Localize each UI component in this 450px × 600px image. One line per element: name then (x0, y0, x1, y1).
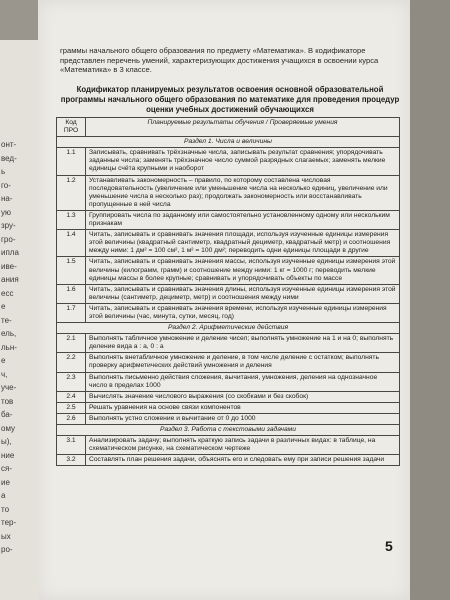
table-row (57, 391, 400, 402)
left-page-text-fragment: зру- (1, 221, 16, 230)
table-row (57, 210, 400, 229)
left-page-text-fragment: на- (1, 194, 13, 203)
row-code: 3.1 (57, 436, 86, 455)
row-text: Группировать числа по заданному или самостоятельно установленному одному или нескольким признакам (86, 210, 400, 229)
left-page-text-fragment: есс (1, 288, 14, 298)
left-page-text-fragment: ую (1, 207, 11, 217)
intro-paragraph: граммы начального общего образования по предмету «Математика». В кодификаторе представлен перечень умений, характеризующих достижения учащихся в освоении курса «Математика» в 3 классе. (60, 46, 379, 75)
table-row (57, 372, 400, 391)
table-row (57, 257, 400, 284)
left-page-text-fragment: гро- (1, 234, 16, 244)
left-page-text-fragment: тер- (1, 518, 17, 527)
row-text: Читать, записывать и сравнивать значения времени, используя изученные единицы измерения этой величины (час, минута, сутки, месяц, год) (86, 303, 400, 322)
table-row (57, 148, 400, 175)
left-page-text-fragment: ь (1, 167, 6, 176)
left-page-text-fragment: онт- (1, 140, 17, 149)
row-code: 1.5 (57, 257, 86, 284)
table-row (57, 455, 400, 466)
table-row (57, 402, 400, 413)
row-code: 1.4 (57, 230, 86, 257)
left-page-text-fragment: вед- (1, 153, 17, 163)
row-code: 2.2 (57, 353, 86, 372)
page-number: 5 (385, 538, 393, 554)
left-page-text-fragment: ых (1, 531, 11, 541)
table-row (57, 334, 400, 353)
section-title: Раздел 2. Арифметические действия (57, 323, 400, 334)
left-page-text-fragment: а (1, 491, 6, 500)
row-text: Выполнять устно сложение и вычитание от 0 до 1000 (86, 413, 400, 424)
left-page-text-fragment: ому (1, 423, 16, 433)
left-page-text-fragment: ания (1, 275, 19, 284)
left-page-text-fragment: тов (1, 396, 14, 406)
codifier-table (56, 117, 400, 466)
row-text: Решать уравнения на основе связи компонентов (86, 402, 400, 413)
left-page-text-fragment: ч, (1, 369, 8, 379)
left-page-text-fragment: те- (1, 315, 12, 325)
book-page (38, 0, 411, 600)
table-row (57, 303, 400, 322)
left-page-text-fragment: иве- (1, 261, 17, 271)
left-page-text-fragment: ро- (1, 545, 13, 554)
row-text: Записывать, сравнивать трёхзначные числа, записывать результат сравнения; упорядочивать заданные числа; заменять трёхзначное число суммой разрядных слагаемых; заменять мелкие единицы счёта крупными и наоборот (86, 148, 400, 175)
row-code: 2.5 (57, 402, 86, 413)
row-text: Выполнять внетабличное умножение и деление, в том числе деление с остатком; выполнять проверку арифметических действий умножения и деления (86, 353, 400, 372)
left-page-text-fragment: го- (1, 180, 11, 190)
left-page-edge (0, 40, 38, 600)
row-text: Вычислять значение числового выражения (со скобками и без скобок) (86, 391, 400, 402)
left-page-text-fragment: ся- (1, 464, 12, 473)
row-text: Выполнять письменно действия сложения, вычитания, умножения, деления на однозначное число в пределах 1000 (86, 372, 400, 391)
left-page-text-fragment: ипла (1, 248, 19, 257)
table-row (57, 230, 400, 257)
left-page-text-fragment: ние (1, 450, 15, 460)
left-page-text-fragment: льн- (1, 342, 17, 352)
left-page-text-fragment: уче- (1, 383, 17, 392)
row-code: 2.1 (57, 334, 86, 353)
row-text: Читать, записывать и сравнивать значения площади, используя изученные единицы измерения этой величины (квадратный сантиметр, квадратный дециметр, квадратный метр) и соотношения между ними: 1 дм² = 100 см², 1 м² = 100 дм²; переводить одни единицы площади в другие (86, 230, 400, 257)
table-row (57, 436, 400, 455)
section-row (57, 323, 400, 334)
left-page-text-fragment: ы), (1, 437, 12, 446)
section-title: Раздел 3. Работа с текстовыми задачами (57, 425, 400, 436)
table-row (57, 175, 400, 210)
left-page-text-fragment: то (1, 504, 10, 514)
left-page-text-fragment: ель, (1, 329, 17, 338)
row-code: 1.1 (57, 148, 86, 175)
table-row (57, 284, 400, 303)
header-results: Планируемые результаты обучения / Проверяемые умения (86, 118, 400, 137)
section-title: Раздел 1. Числа и величины (57, 137, 400, 148)
row-text: Составлять план решения задачи, объяснять его и следовать ему при записи решения задачи (86, 455, 400, 466)
table-body (57, 137, 400, 466)
table-heading: Кодификатор планируемых результатов освоения основной образовательной программы начального общего образования по математике для проведения процедур оценки учебных достижений обучающихся (60, 85, 400, 114)
left-page-text-fragment: ие (1, 477, 10, 487)
header-code: Код ПРО (57, 118, 86, 137)
background-right (410, 0, 450, 600)
row-code: 1.3 (57, 210, 86, 229)
row-text: Устанавливать закономерность – правило, по которому составлена числовая последовательность (увеличение или уменьшение числа на несколько единиц, увеличение или уменьшение числа в несколько раз); продолжать закономерность или восстанавливать пропущенные в ней числа (86, 175, 400, 210)
table-row (57, 413, 400, 424)
left-page-text-fragment: е (1, 302, 6, 311)
row-text: Читать, записывать и сравнивать значения массы, используя изученные единицы измерения этой величины (килограмм, грамм) и соотношение между ними: 1 кг = 1000 г; переводить мелкие единицы массы в более крупные; сравнивать и упорядочивать объекты по массе (86, 257, 400, 284)
table-row (57, 353, 400, 372)
section-row (57, 425, 400, 436)
section-row (57, 137, 400, 148)
row-code: 1.2 (57, 175, 86, 210)
left-page-text-fragment: ба- (1, 410, 13, 419)
row-code: 2.6 (57, 413, 86, 424)
row-code: 2.3 (57, 372, 86, 391)
left-page-text-fragment: е (1, 356, 6, 365)
row-text: Читать, записывать и сравнивать значения длины, используя изученные единицы измерения этой величины (сантиметр, дециметр, метр) и соотношения между ними (86, 284, 400, 303)
row-code: 1.6 (57, 284, 86, 303)
row-code: 3.2 (57, 455, 86, 466)
row-code: 2.4 (57, 391, 86, 402)
row-code: 1.7 (57, 303, 86, 322)
table-header-row (57, 118, 400, 137)
row-text: Выполнять табличное умножение и деление чисел; выполнять умножение на 1 и на 0; выполнять деление вида а : а, 0 : а (86, 334, 400, 353)
row-text: Анализировать задачу; выполнять краткую запись задачи в различных видах: в таблице, на схематическом рисунке, на схематическом чертеже (86, 436, 400, 455)
